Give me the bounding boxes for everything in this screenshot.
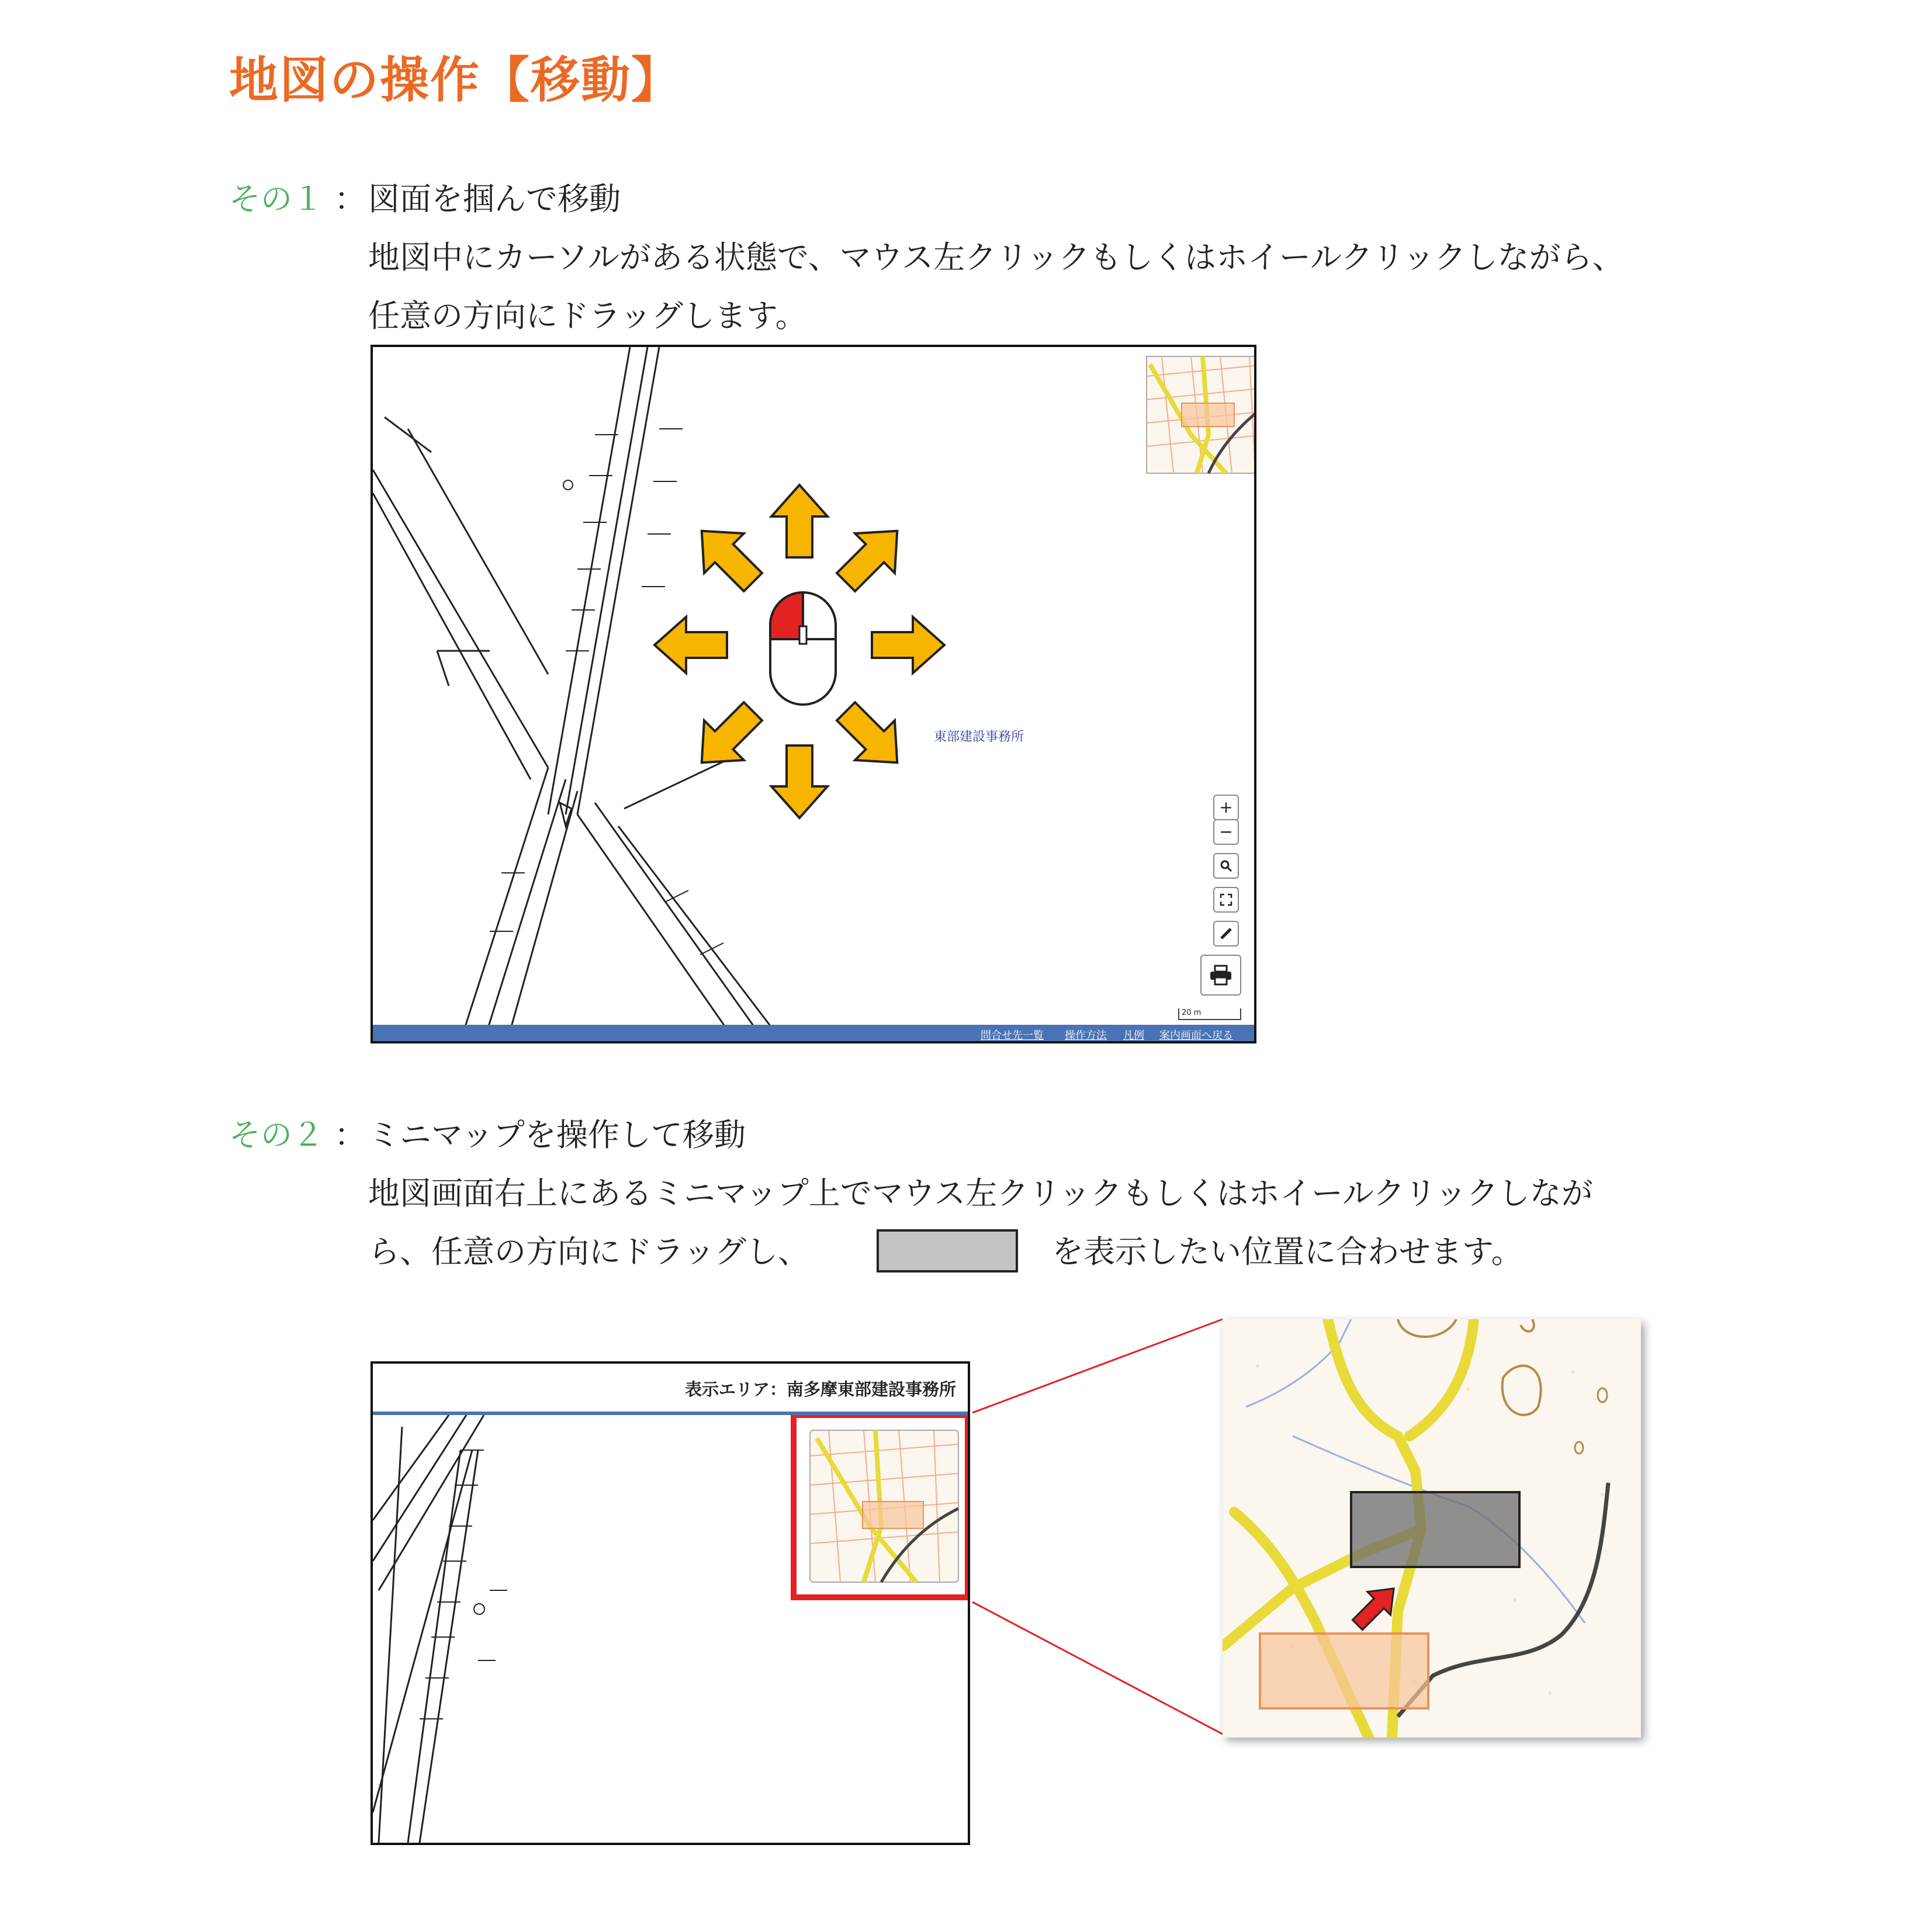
minimap-zoom <box>1223 1319 1641 1738</box>
office-label: 東部建設事務所 <box>934 730 1024 744</box>
section1-label: その１ <box>229 181 324 217</box>
zoom-out-button[interactable]: − <box>1213 819 1239 845</box>
footer-link-back[interactable]: 案内画面へ戻る <box>1159 1029 1233 1042</box>
page-title: 地図の操作【移動】 <box>229 51 682 109</box>
section2-line2-before: ら、任意の方向にドラッグし、 <box>368 1233 809 1270</box>
previous-view-rectangle <box>1260 1634 1428 1708</box>
section1-colon: ： <box>334 181 366 217</box>
footer-link-legend[interactable]: 凡例 <box>1123 1029 1144 1042</box>
section2-heading: ミニマップを操作して移動 <box>368 1116 746 1153</box>
section1-line2: 任意の方向にドラッグします。 <box>368 297 807 334</box>
section2-line2-after: を表示したい位置に合わせます。 <box>1052 1233 1523 1270</box>
minimap-zoom-drawing <box>1223 1319 1641 1738</box>
scale-bar: 20 m <box>1178 1008 1241 1020</box>
current-view-rectangle <box>1351 1492 1519 1567</box>
footer-link-contacts[interactable]: 問合せ先一覧 <box>981 1029 1044 1042</box>
section1-heading: 図面を掴んで移動 <box>368 181 621 217</box>
section2-label: その２ <box>229 1116 324 1153</box>
section1-line1: 地図中にカーソルがある状態で、マウス左クリックもしくはホイールクリックしながら、 <box>368 239 1624 276</box>
section2-line1: 地図画面右上にあるミニマップ上でマウス左クリックもしくはホイールクリックしなが <box>368 1175 1593 1212</box>
area-label: 表示エリア：南多摩東部建設事務所 <box>684 1379 956 1399</box>
zoom-in-button[interactable]: + <box>1213 795 1239 820</box>
footer-link-howto[interactable]: 操作方法 <box>1065 1029 1107 1042</box>
section2-colon: ： <box>334 1116 366 1153</box>
